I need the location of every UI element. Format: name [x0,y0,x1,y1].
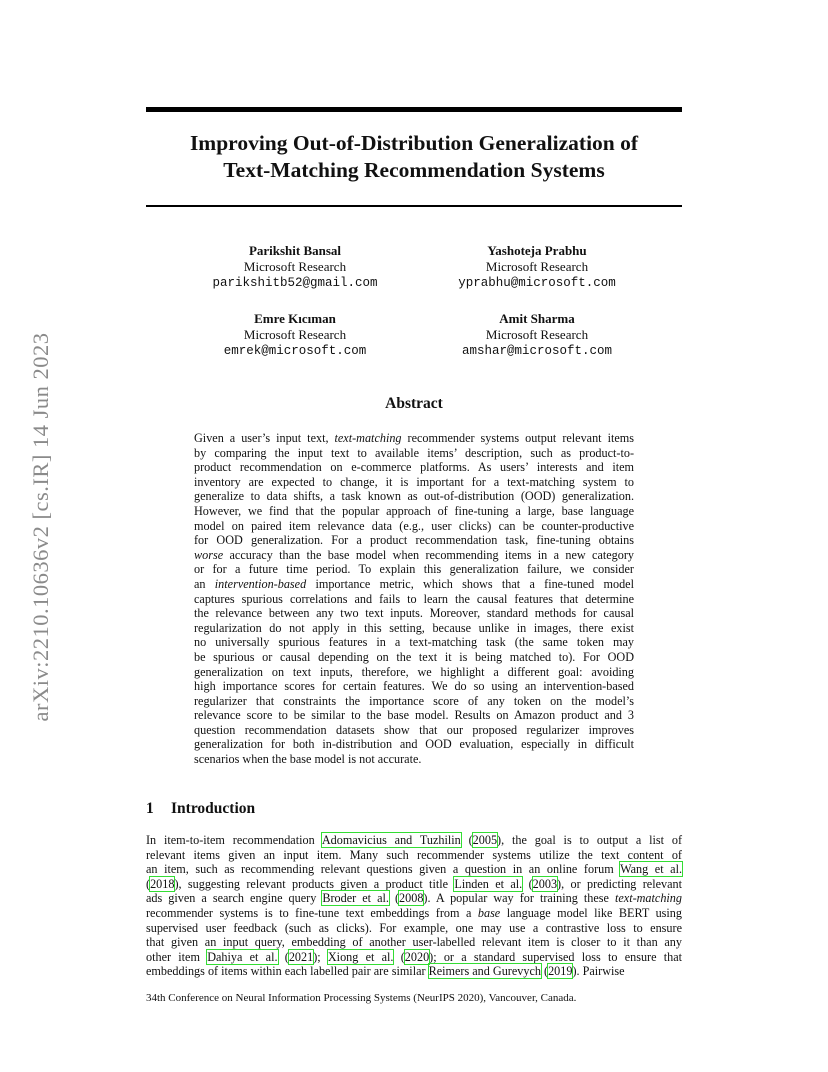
intro-line [146,950,682,965]
text-run: generalization on text inputs, therefore, we highlight a different goal: avoiding [194,664,634,679]
text-run: ). Pairwise [572,964,625,979]
citation-link[interactable]: Adomavicius and Tuzhilin [321,833,461,847]
title-line: Text-Matching Recommendation Systems [223,158,605,182]
author-email[interactable]: parikshitb52@gmail.com [212,276,378,290]
abstract-line [194,606,634,621]
author-name: Yashoteja Prabhu [487,243,587,258]
section-number: 1 [146,800,154,817]
text-run: product recommendation on e-commerce platforms. As users’ interests and item [194,460,634,475]
text-run: the relevance between any two text inputs. Moreover, standard methods for causal [194,606,634,621]
abstract-line [194,548,634,563]
author-affiliation: Microsoft Research [243,259,347,274]
introduction-body [146,833,682,979]
text-run: ). A popular way for training these [423,891,615,906]
text-run: Given a user’s input text, [194,431,335,445]
text-run: an item, such as recommending relevant questions given a question in an online forum [146,862,621,877]
text-run: question recommendation datasets show that our proposed regularizer improves [194,722,634,737]
text-run: ), suggesting relevant products given a product title [174,876,455,891]
paper-title [146,130,682,184]
citation-link[interactable]: Xiong et al. [327,949,394,964]
author-name: Amit Sharma [499,311,575,326]
title-bottom-rule [146,205,682,207]
author-affiliation: Microsoft Research [485,259,589,274]
abstract-line [194,635,634,650]
emphasis-text: text-matching [614,891,682,906]
text-run: generalize to data shifts, a task known as out-of-distribution (OOD) generalization. [194,489,634,504]
author-email[interactable]: amshar@microsoft.com [461,344,613,358]
citation-link[interactable]: 2021 [288,949,314,964]
author-email[interactable]: emrek@microsoft.com [223,344,367,358]
citation-link[interactable]: Wang et al. [620,862,683,877]
text-run: language model like BERT using [500,905,682,920]
abstract-line [194,592,634,607]
author-affiliation: Microsoft Research [485,327,589,342]
abstract-heading: Abstract [385,395,443,412]
abstract-line [194,460,634,475]
text-run: relevant items given an input item. Many such recommender systems utilize the text content of [146,847,682,862]
intro-line [146,862,682,877]
emphasis-text: intervention-based [214,576,307,591]
citation-link[interactable]: 2003 [532,876,558,891]
abstract-line [194,519,634,534]
abstract-line [194,533,634,548]
abstract-line [194,708,634,723]
text-run: inventory are expected to change, it is important for a text-matching system to [194,474,634,489]
citation-link[interactable]: Reimers and Gurevych [428,964,541,979]
intro-line [146,877,682,892]
author-name: Emre Kıcıman [254,311,336,326]
text-run: ( [146,876,151,891]
abstract-line [194,446,634,461]
citation-link[interactable]: 2008 [399,891,424,906]
intro-line [146,964,682,979]
citation-link[interactable]: 2019 [548,964,573,979]
abstract-body [194,431,634,767]
intro-line [146,921,682,936]
text-run: that given an input query, embedding of another user-labelled relevant item is closer to it than any [146,935,682,950]
text-run: ( [388,891,400,906]
text-run: for OOD generalization. For a product recommendation task, fine-tuning obtains [194,533,634,548]
citation-link[interactable]: Broder et al. [322,891,389,906]
text-run: ( [522,876,533,891]
abstract-line [194,737,634,752]
author-email[interactable]: yprabhu@microsoft.com [458,276,616,290]
text-run: regularization do not apply in this setting, because unlike in images, there exist [194,620,634,635]
arxiv-identifier: arXiv:2210.10636v2 [cs.IR] 14 Jun 2023 [28,332,53,722]
text-run: ( [540,964,549,979]
text-run: generalization for both in-distribution and OOD evaluation, especially in difficult [194,737,634,752]
citation-link[interactable]: 2018 [150,876,175,891]
text-run: ( [277,949,289,964]
abstract-line [194,650,634,665]
text-run: other item [146,949,208,964]
text-run: recommender systems is to fine-tune text embeddings from a [146,905,478,920]
citation-link[interactable]: Dahiya et al. [207,949,278,964]
text-run: model on paired item relevance data (e.g., user clicks) can be counter-productive [194,518,634,533]
text-run: ); [313,949,328,964]
text-run: captures spurious correlations and fails to learn the causal features that determine [194,591,634,606]
conference-footnote: 34th Conference on Neural Information Processing Systems (NeurIPS 2020), Vancouver, Canada. [146,992,577,1004]
text-run: ads given a search engine query [146,891,323,906]
abstract-line [194,489,634,504]
author-block [175,243,415,291]
author-block [417,311,657,359]
text-run: be spurious or causal depending on the text it is being matched to). For OOD [194,649,634,664]
text-run: no universally spurious features in a text-matching task (the same token may [194,635,634,650]
text-run: high importance scores for certain features. We do so using an intervention-based [194,679,634,694]
author-block [175,311,415,359]
abstract-line [194,694,634,709]
abstract-line [194,562,634,577]
text-run: relevance score to be similar to the base model. Results on Amazon product and 3 [194,708,634,723]
text-run: or for a future time period. To explain this generalization failure, we consider [194,562,634,577]
intro-line [146,891,682,906]
text-run: ), or predicting relevant [557,876,682,891]
abstract-line [194,723,634,738]
emphasis-text: base [477,905,501,920]
intro-line [146,848,682,863]
author-block [417,243,657,291]
title-line: Improving Out-of-Distribution Generalization of [189,131,639,155]
intro-line [146,935,682,950]
text-run: recommender systems output relevant items [401,431,634,445]
section-heading [146,800,255,818]
title-top-rule [146,107,682,112]
abstract-line [194,752,634,767]
text-run: ( [393,949,405,964]
intro-line [146,833,682,848]
text-run: However, we find that the popular approach of fine-tuning a large, base language [194,503,634,518]
text-run: scenarios when the base model is not accurate. [194,752,422,767]
emphasis-text: text-matching [334,431,402,445]
text-run: ( [460,833,473,847]
text-run: In item-to-item recommendation [146,833,322,847]
text-run: by comparing the input text to available items’ description, such as product-to- [194,445,634,460]
text-run: ); or a standard supervised loss to ensure that [429,949,683,964]
author-affiliation: Microsoft Research [243,327,347,342]
author-name: Parikshit Bansal [248,243,342,258]
citation-link[interactable]: 2020 [404,949,430,964]
citation-link[interactable]: 2005 [472,833,498,847]
citation-link[interactable]: Linden et al. [454,876,523,891]
text-run: regularizer that constraints the importance score of any token on the model’s [194,693,634,708]
text-run: ), the goal is to output a list of [497,833,683,847]
abstract-line [194,504,634,519]
text-run: embeddings of items within each labelled pair are similar [146,964,429,979]
text-run: accuracy than the base model when recommending items in a new category [223,547,634,562]
text-run: supervised user feedback (such as clicks). For example, one may use a contrastive loss to ensure [146,920,682,935]
emphasis-text: worse [194,547,224,562]
abstract-line [194,665,634,680]
intro-line [146,906,682,921]
abstract-line [194,431,634,446]
section-title: Introduction [171,800,256,817]
text-run: an [194,576,215,591]
abstract-line [194,621,634,636]
abstract-line [194,577,634,592]
text-run: importance metric, which shows that a fine-tuned model [306,576,634,591]
abstract-line [194,679,634,694]
abstract-line [194,475,634,490]
